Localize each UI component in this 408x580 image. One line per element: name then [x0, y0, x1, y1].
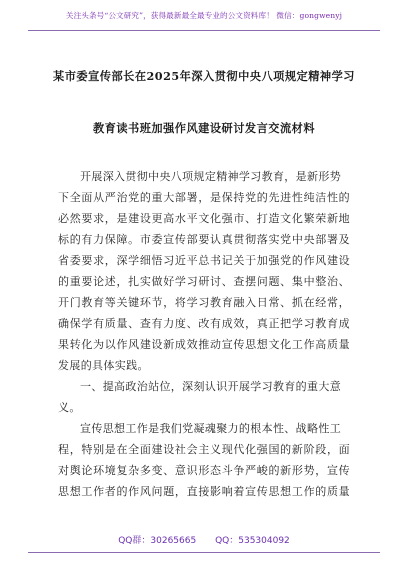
body-line: 程，特别是在全面建设社会主义现代化强国的新阶段，面 [58, 443, 350, 456]
body-line: 发展的具体实践。 [58, 359, 149, 372]
footer-qq-group: QQ群：30265665 [118, 536, 197, 546]
body-line: 对舆论环境复杂多变、意识形态斗争严峻的新形势，宣传 [58, 464, 350, 477]
section-heading: 一、提高政治站位，深刻认识开展学习教育的重大意 [80, 380, 342, 393]
document-title-line-1: 某市委宣传部长在2025年深入贯彻中央八项规定精神学习 [53, 69, 355, 83]
body-line: 的重要论述，扎实做好学习研讨、查摆问题、集中整治、 [58, 275, 350, 288]
body-line: 宣传思想工作是我们党凝魂聚力的根本性、战略性工 [80, 422, 342, 435]
header-divider [28, 30, 380, 31]
body-line: 思想工作者的作风问题，直接影响着宣传思想工作的质量 [58, 485, 350, 498]
body-line: 果转化为以作风建设新成效推动宣传思想文化工作高质量 [58, 338, 350, 351]
document-body [58, 166, 350, 502]
body-line: 开门教育等关键环节，将学习教育融入日常、抓在经常， [58, 296, 350, 309]
footer-qq: QQ：535304092 [215, 536, 290, 546]
body-line: 确保学有质量、查有力度、改有成效，真正把学习教育成 [58, 317, 350, 330]
body-line: 开展深入贯彻中央八项规定精神学习教育，是新形势 [80, 170, 342, 183]
footer-divider [28, 552, 380, 553]
body-line: 省委要求，深学细悟习近平总书记关于加强党的作风建设 [58, 254, 350, 267]
document-title-line-2: 教育读书班加强作风建设研讨发言交流材料 [92, 121, 316, 135]
body-line: 下全面从严治党的重大部署，是保持党的先进性纯洁性的 [58, 191, 350, 204]
body-line: 义。 [58, 401, 81, 414]
body-line: 必然要求，是建设更高水平文化强市、打造文化繁荣新地 [58, 212, 350, 225]
header-banner: 关注头条号“公文研究”，获得最新最全最专业的公文资料库！ 微信：gongwenyj [65, 11, 343, 20]
footer-contact [0, 533, 408, 546]
body-line: 标的有力保障。市委宣传部要认真贯彻落实党中央部署及 [58, 233, 350, 246]
